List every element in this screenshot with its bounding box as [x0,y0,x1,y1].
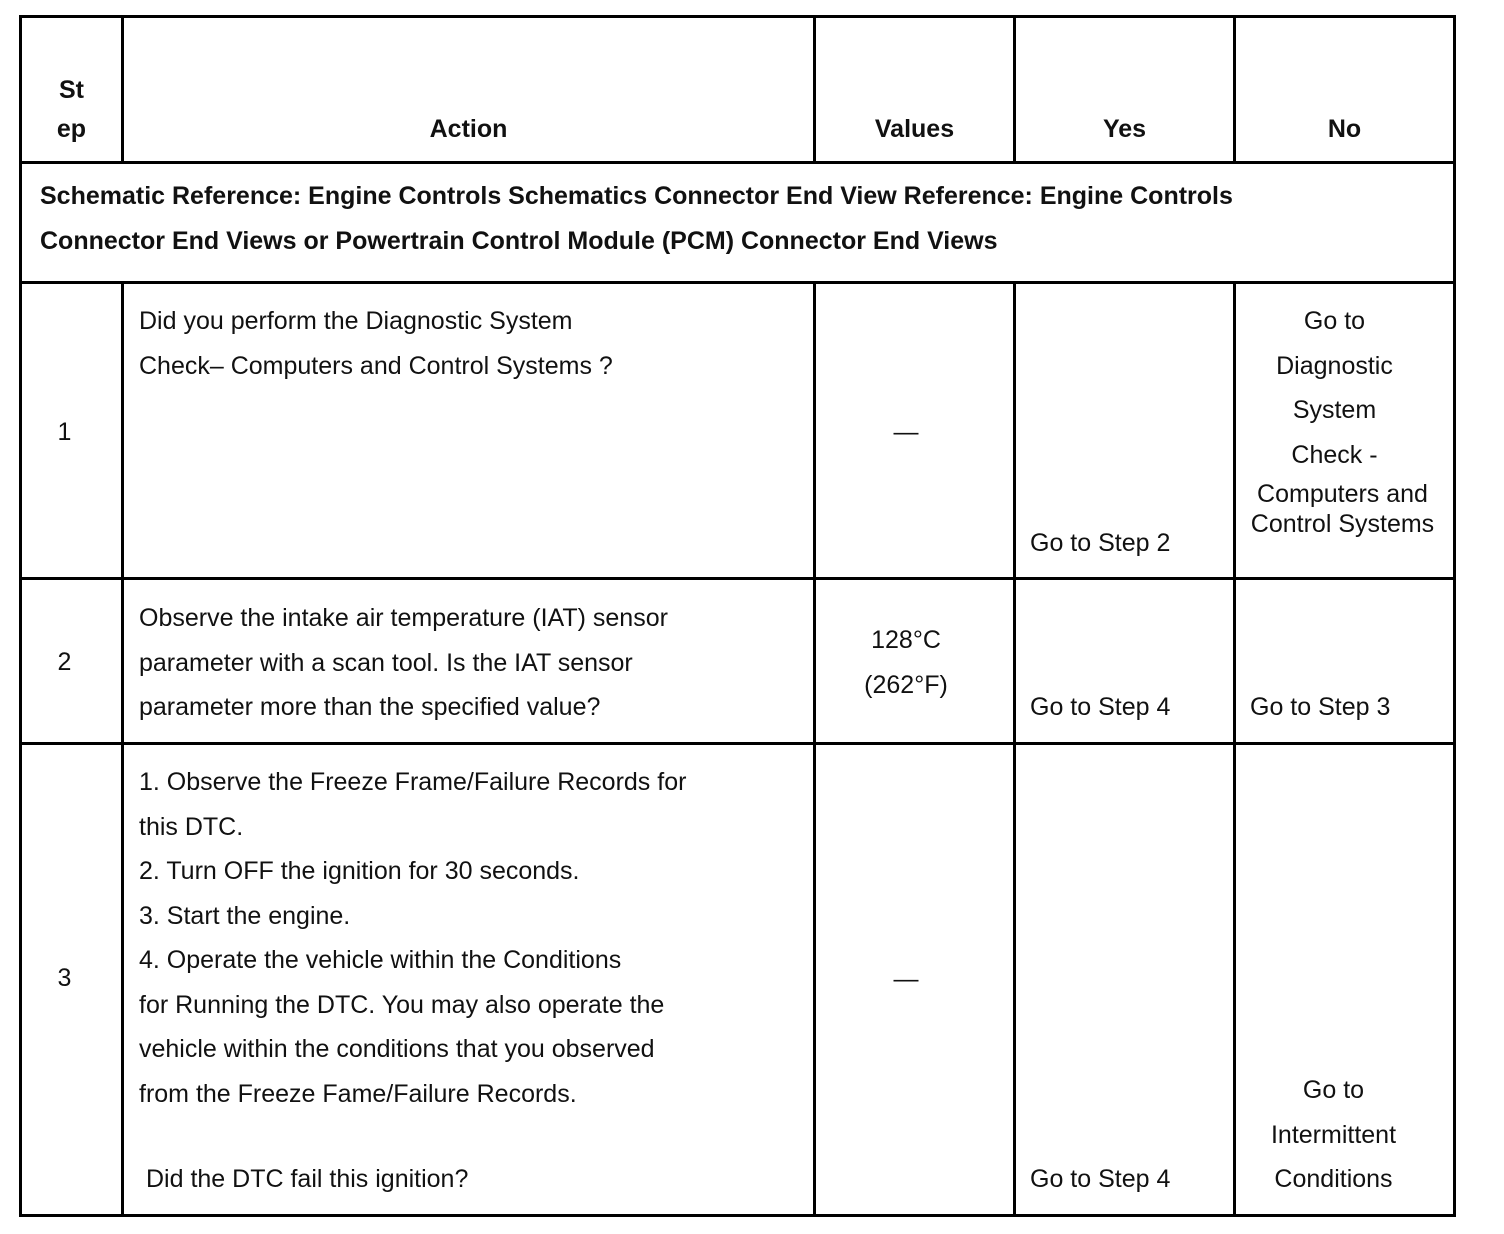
row-2-action-line-3: parameter more than the specified value? [139,693,601,721]
header-step [22,71,121,149]
row-1-value: — [893,418,919,446]
row-3-question: Did the DTC fail this ignition? [146,1165,469,1193]
row-2-action-line-2: parameter with a scan tool. Is the IAT sensor [139,648,633,677]
reference-note [40,174,1233,263]
row-2-action-line-1: Observe the intake air temperature (IAT) sensor [139,604,668,632]
row-2-value [816,618,996,707]
row-3-value: — [893,965,919,993]
header-values: Values [874,115,955,143]
row-1-divider [19,577,1456,580]
row-2-divider [19,742,1456,745]
row-2-step: 2 [57,648,72,676]
row-3-yes: Go to Step 4 [1030,1165,1171,1193]
row-2-no: Go to Step 3 [1250,693,1391,721]
row-3-action-line-7: vehicle within the conditions that you observed [139,1035,655,1063]
row-3-no-line-1: Go to [1302,1076,1365,1104]
row-1-action [139,299,613,388]
row-3-action-line-2: this DTC. [139,812,244,841]
reference-line-2: Connector End Views or Powertrain Control Module (PCM) Connector End Views [40,226,998,255]
col-divider-step [121,281,124,1217]
row-1-no-line-6: Control Systems [1250,510,1435,538]
row-3-no-line-3: Conditions [1274,1165,1393,1193]
col-divider-values [1013,281,1016,1217]
row-3-action-line-1: 1. Observe the Freeze Frame/Failure Records for [139,768,687,796]
diagnostic-table [19,15,1456,1217]
header-divider [19,161,1456,164]
row-2-value-fahrenheit: (262°F) [864,670,948,699]
table-border-bottom [19,1214,1456,1217]
row-1-no-line-2: Diagnostic [1276,351,1393,380]
row-1-no-line-5: Computers and [1257,480,1428,508]
row-3-action-line-4: 3. Start the engine. [139,901,351,930]
row-1-no-line-1: Go to [1303,307,1366,335]
row-2-yes: Go to Step 4 [1030,693,1171,721]
row-1-action-line-2: Check– Computers and Control Systems ? [139,351,613,380]
row-1-no-line-3: System [1292,396,1377,424]
row-1-step: 1 [57,418,72,446]
table-border-top [19,15,1456,18]
row-2-value-celsius: 128°C [871,626,941,654]
table-border-right [1453,15,1456,1217]
row-3-action-line-8: from the Freeze Fame/Failure Records. [139,1079,577,1108]
row-1-no [1236,299,1433,477]
header-yes: Yes [1102,115,1147,143]
row-1-no-line-4: Check - [1291,440,1378,469]
row-3-action [139,760,686,1116]
row-3-action-line-5: 4. Operate the vehicle within the Conditions [139,946,622,974]
row-3-no [1236,1068,1431,1202]
row-1-yes: Go to Step 2 [1030,529,1171,557]
row-3-no-line-2: Intermittent [1270,1120,1397,1149]
row-2-action [139,596,668,730]
reference-line-1: Schematic Reference: Engine Controls Schematics Connector End View Reference: Engine Controls [40,182,1233,210]
header-step-line1: St [59,76,84,104]
table-border-left [19,15,22,1217]
row-3-action-line-6: for Running the DTC. You may also operate the [139,990,665,1019]
header-step-line2: ep [56,115,87,143]
row-1-no-continued [1240,479,1445,539]
row-3-action-line-3: 2. Turn OFF the ignition for 30 seconds. [139,857,580,885]
row-3-step: 3 [57,964,72,992]
header-action: Action [429,115,508,143]
reference-divider [19,281,1456,284]
row-1-action-line-1: Did you perform the Diagnostic System [139,307,573,335]
header-no: No [1327,115,1362,143]
